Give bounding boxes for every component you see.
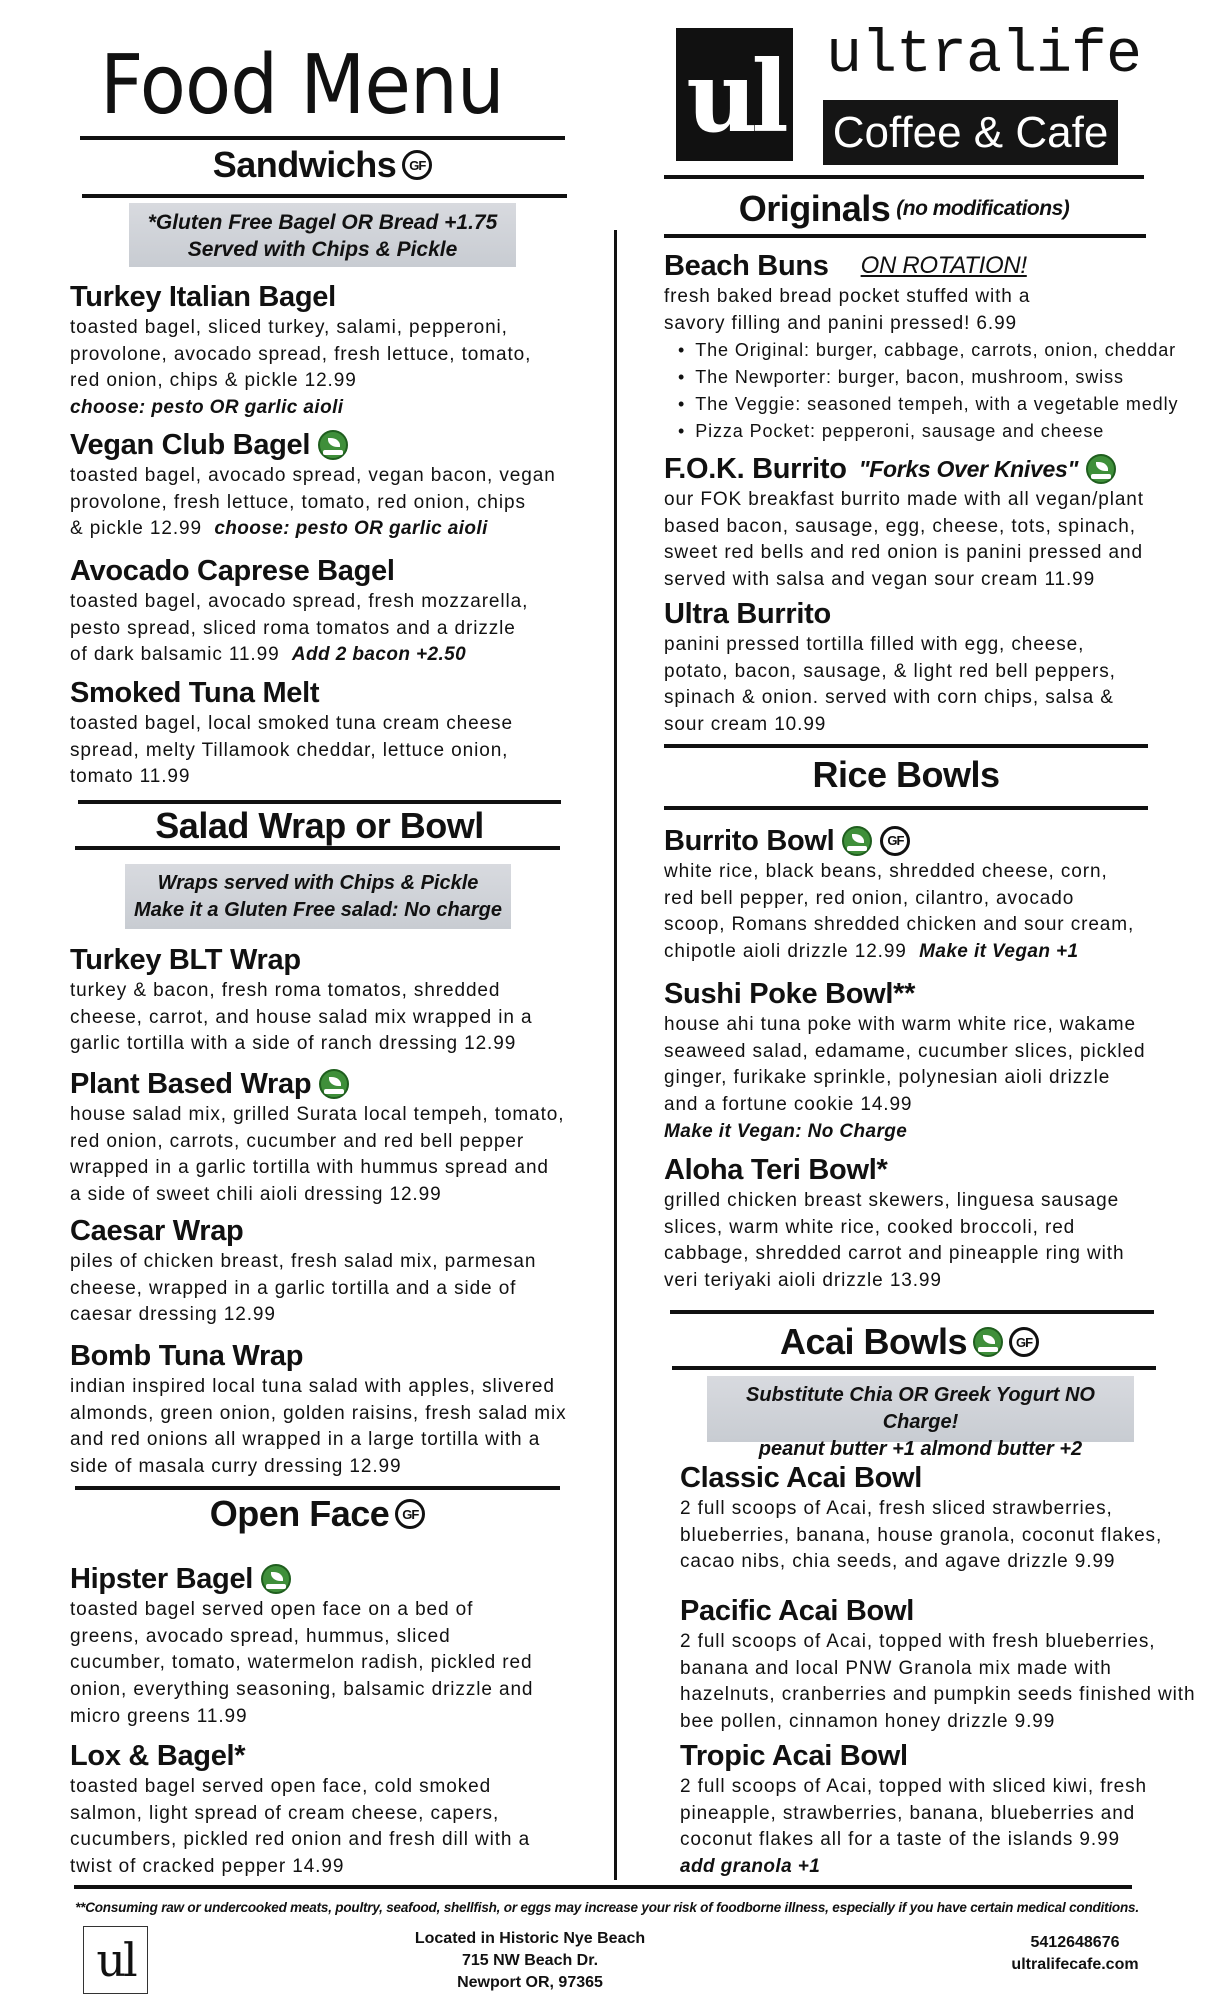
note-line: Make it a Gluten Free salad: No charge [134,899,502,921]
item-title-row [664,1152,1124,1188]
description-line [664,514,1144,541]
description-text: served with salsa and vegan sour cream 11.99 [664,569,1096,591]
description-text: toasted bagel served open face on a bed of [70,1599,474,1620]
item-title: Caesar Wrap [70,1215,244,1247]
description-text: cacao nibs, chia seeds, and agave drizzle 9.99 [680,1551,1116,1573]
description-text: & pickle 12.99 [70,518,202,540]
menu-item [680,1460,1162,1576]
logo-name: ultralife [826,22,1142,90]
vegan-icon [318,430,348,460]
item-title: Burrito Bowl [664,825,835,857]
item-description [664,1012,1145,1146]
description-line [664,685,1116,712]
description-line [70,1401,567,1428]
menu-item [70,1338,567,1481]
item-description [70,1774,530,1881]
description-line [664,912,1134,939]
description-line [664,487,1144,514]
description-line [70,1031,533,1058]
divider [664,234,1146,238]
item-option-note: Make it Vegan: No Charge [664,1120,908,1142]
item-description [70,315,531,422]
divider [670,1310,1154,1314]
gluten-free-icon: GF [395,1499,425,1529]
variant-item: • The Newporter: burger, bacon, mushroom, swiss [678,364,1178,391]
item-description [664,487,1144,594]
description-line [664,1241,1124,1268]
description-text: seaweed salad, edamame, cucumber slices, pickled [664,1040,1146,1062]
description-line [664,1215,1124,1242]
description-line [680,1827,1147,1854]
phone-number[interactable]: 5412648676 [1030,1934,1120,1951]
divider [75,846,560,850]
heading-text: Rice Bowls [812,754,1000,795]
description-line [70,1597,533,1624]
item-description [680,1774,1147,1881]
item-title-row [70,1066,564,1102]
column-divider [614,230,617,1880]
description-text: 2 full scoops of Acai, topped with fresh blueberries, [680,1631,1156,1652]
heading-text: Open Face [209,1493,390,1534]
description-line [664,284,1178,311]
contact-info [990,1932,1160,1976]
item-description [664,284,1178,445]
description-line [70,978,533,1005]
description-text: pesto spread, sliced roma tomatos and a drizzle [70,617,516,639]
item-description [70,589,528,669]
description-line [70,1374,567,1401]
item-title-row [664,823,1134,859]
description-line [70,1774,530,1801]
sandwich-note-box [129,203,516,267]
description-text: garlic tortilla with a side of ranch dressing 12.99 [70,1033,517,1055]
description-text: house ahi tuna poke with warm white rice, wakame [664,1014,1136,1035]
item-title: Classic Acai Bowl [680,1462,923,1494]
description-text: caesar dressing 12.99 [70,1304,276,1326]
item-title-row [70,675,513,711]
section-heading-salad [78,804,561,848]
description-text: coconut flakes all for a taste of the islands 9.99 [680,1829,1121,1851]
description-line [664,1012,1145,1039]
menu-item [680,1593,1195,1736]
item-title: Tropic Acai Bowl [680,1740,908,1772]
menu-item [70,942,533,1058]
description-text: pineapple, strawberries, banana, blueberries and [680,1802,1136,1824]
menu-item [70,553,528,669]
item-title-row [664,451,1144,487]
item-title: Lox & Bagel* [70,1740,246,1772]
section-heading-acai-bowls [780,1320,1140,1364]
menu-item [70,1066,564,1209]
item-title-row [70,553,528,589]
section-heading-originals [664,186,1144,232]
description-text: turkey & bacon, fresh roma tomatos, shredded [70,980,501,1001]
item-description [70,1249,536,1329]
description-text: micro greens 11.99 [70,1705,248,1727]
description-text: sour cream 10.99 [664,714,827,736]
description-text: wrapped in a garlic tortilla with hummus spread and [70,1157,549,1179]
description-line [70,1005,533,1032]
item-title: Bomb Tuna Wrap [70,1340,304,1372]
description-line [680,1774,1147,1801]
item-title: Vegan Club Bagel [70,429,311,461]
description-text: onion, everything seasoning, balsamic drizzle and [70,1679,534,1701]
menu-item [664,596,1116,739]
item-title-row [664,248,1178,284]
description-line [664,1039,1145,1066]
description-line [680,1629,1195,1656]
footer-divider [74,1885,1132,1889]
description-text: chipotle aioli drizzle 12.99 [664,941,907,963]
address-line: Newport OR, 97365 [457,1974,603,1991]
description-line [664,567,1144,594]
item-title: Plant Based Wrap [70,1068,312,1100]
item-title-row [70,279,531,315]
description-text: side of masala curry dressing 12.99 [70,1456,402,1478]
menu-item [70,427,556,543]
description-line [70,315,531,342]
item-description [70,1102,564,1209]
item-description [70,711,513,791]
note-line: Substitute Chia OR Greek Yogurt NO Charge! [746,1384,1095,1433]
divider [75,1486,560,1490]
item-description [70,1374,567,1481]
description-text: cabbage, shredded carrot and pineapple ring with [664,1243,1125,1265]
description-line [70,1155,564,1182]
description-line [70,342,531,369]
variant-item: • The Veggie: seasoned tempeh, with a vegetable medly [678,391,1178,418]
description-line [680,1496,1162,1523]
item-description [70,463,556,543]
item-title-row [70,1738,530,1774]
heading-text: Sandwichs [212,144,397,185]
description-text: salmon, light spread of cream cheese, capers, [70,1802,500,1824]
description-line [70,490,556,517]
description-text: of dark balsamic 11.99 [70,644,280,666]
description-text: almonds, green onion, golden raisins, fresh salad mix [70,1402,567,1424]
menu-item [70,279,531,422]
item-description [680,1629,1195,1736]
item-title-row [70,1338,567,1374]
item-title: Beach Buns [664,250,829,282]
description-line [70,738,513,765]
divider [80,136,565,140]
item-option-note: Add 2 bacon +2.50 [291,644,467,666]
heading-text: Originals [738,188,891,229]
description-line [70,616,528,643]
description-text: red onion, chips & pickle 12.99 [70,370,357,392]
item-title-row [680,1460,1162,1496]
description-line [664,939,1134,966]
divider [82,194,567,198]
item-tag: ON ROTATION! [860,252,1027,279]
item-title-row [70,1561,533,1597]
description-text: and red onions all wrapped in a large tortilla with a [70,1429,541,1451]
description-text: house salad mix, grilled Surata local tempeh, tomato, [70,1104,565,1125]
note-line: *Gluten Free Bagel OR Bread +1.75 [147,211,498,234]
description-line [680,1549,1162,1576]
gluten-free-icon: GF [1009,1327,1039,1357]
menu-item [70,1561,533,1731]
gluten-free-icon: GF [402,150,432,180]
description-line [680,1709,1195,1736]
description-line [664,540,1144,567]
description-line [70,1249,536,1276]
item-title-row [664,976,1145,1012]
description-text: toasted bagel, avocado spread, fresh mozzarella, [70,591,529,612]
description-text: provolone, fresh lettuce, tomato, red onion, chips [70,491,526,513]
description-text: fresh baked bread pocket stuffed with a [664,286,1031,307]
description-line [70,1427,567,1454]
description-text: grilled chicken breast skewers, linguesa sausage [664,1190,1120,1211]
description-line [70,1102,564,1129]
variant-item: • Pizza Pocket: pepperoni, sausage and cheese [678,418,1178,445]
vegan-icon [319,1069,349,1099]
description-text: toasted bagel, avocado spread, vegan bacon, vegan [70,465,556,486]
description-line [70,1454,567,1481]
description-text: our FOK breakfast burrito made with all vegan/plant [664,489,1144,510]
divider [664,175,1144,179]
description-text: ginger, furikake sprinkle, polynesian aioli drizzle [664,1067,1111,1089]
address-line: 715 NW Beach Dr. [461,1952,599,1969]
item-title: Smoked Tuna Melt [70,677,320,709]
description-text: 2 full scoops of Acai, fresh sliced strawberries, [680,1498,1113,1519]
heading-text: Salad Wrap or Bowl [155,805,484,846]
heading-text: Acai Bowls [780,1321,968,1362]
description-line [70,1182,564,1209]
description-line [664,1065,1145,1092]
logo-subtitle: Coffee & Cafe [823,100,1118,165]
description-line [680,1801,1147,1828]
address [380,1928,680,1994]
item-title: Aloha Teri Bowl* [664,1154,888,1186]
item-description [680,1496,1162,1576]
description-text: toasted bagel, sliced turkey, salami, pepperoni, [70,317,508,338]
menu-item [664,823,1134,966]
vegan-icon [842,826,872,856]
item-title: Turkey Italian Bagel [70,281,336,313]
description-text: based bacon, sausage, egg, cheese, tots, spinach, [664,515,1136,537]
item-title: Hipster Bagel [70,1563,254,1595]
description-text: cheese, wrapped in a garlic tortilla and a side of [70,1277,517,1299]
description-text: cucumbers, pickled red onion and fresh dill with a [70,1829,531,1851]
item-description [664,632,1116,739]
description-line [680,1523,1162,1550]
item-option-note: choose: pesto OR garlic aioli [70,397,344,419]
description-text: and a fortune cookie 14.99 [664,1094,913,1116]
description-line [70,1302,536,1329]
description-line [70,1704,533,1731]
description-line [70,1276,536,1303]
description-line [70,1129,564,1156]
description-line [664,1092,1145,1119]
description-line [70,463,556,490]
item-option-note: Make it Vegan +1 [919,941,1079,963]
description-text: provolone, avocado spread, fresh lettuce, tomato, [70,343,532,365]
item-option-note: choose: pesto OR garlic aioli [214,518,488,540]
description-line [70,1624,533,1651]
description-line [70,1827,530,1854]
item-option-note: add granola +1 [680,1856,821,1878]
description-line [664,886,1134,913]
description-text: twist of cracked pepper 14.99 [70,1856,345,1878]
description-text: panini pressed tortilla filled with egg, cheese, [664,634,1085,655]
logo-mark: ul [676,28,793,161]
description-line [70,368,531,395]
heading-subtext: (no modifications) [896,197,1070,220]
menu-item [680,1738,1147,1881]
description-text: potato, bacon, sausage, & light red bell peppers, [664,660,1116,682]
address-line: Located in Historic Nye Beach [414,1930,646,1947]
item-title-row [70,427,556,463]
description-line [70,589,528,616]
menu-item [70,1738,530,1881]
description-line [70,1677,533,1704]
item-title-row [664,596,1116,632]
item-title: F.O.K. Burrito [664,453,847,485]
menu-item [664,451,1144,594]
description-text: a side of sweet chili aioli dressing 12.99 [70,1184,442,1206]
food-safety-disclaimer: **Consuming raw or undercooked meats, poultry, seafood, shellfish, or eggs may increase your risk of foodborne illness, especially if you have certain medical conditions. [75,1900,1139,1915]
description-text: cheese, carrot, and house salad mix wrapped in a [70,1006,533,1028]
description-line [664,712,1116,739]
item-variants-list [678,337,1178,445]
description-line [664,311,1178,338]
description-text: bee pollen, cinnamon honey drizzle 9.99 [680,1711,1056,1733]
menu-item [664,976,1145,1146]
item-description [70,1597,533,1731]
item-description [70,978,533,1058]
note-line: peanut butter +1 almond butter +2 [758,1438,1083,1460]
description-line [664,859,1134,886]
description-text: white rice, black beans, shredded cheese, corn, [664,861,1108,882]
menu-item [70,1213,536,1329]
item-title-row [680,1738,1147,1774]
item-description [664,859,1134,966]
item-description [664,1188,1124,1295]
description-line [664,1268,1124,1295]
description-line [70,764,513,791]
description-line [70,642,528,669]
item-title: Pacific Acai Bowl [680,1595,914,1627]
gluten-free-icon: GF [880,826,910,856]
description-text: piles of chicken breast, fresh salad mix, parmesan [70,1251,537,1272]
description-text: red bell pepper, red onion, cilantro, avocado [664,887,1075,909]
description-text: indian inspired local tuna salad with apples, slivered [70,1376,555,1397]
description-line [680,1682,1195,1709]
description-text: scoop, Romans shredded chicken and sour cream, [664,914,1135,936]
description-line [70,1801,530,1828]
description-text: toasted bagel, local smoked tuna cream cheese [70,713,513,734]
description-line [664,1188,1124,1215]
section-heading-rice-bowls [664,752,1148,798]
description-text: savory filling and panini pressed! 6.99 [664,312,1018,334]
description-text: sweet red bells and red onion is panini pressed and [664,542,1143,564]
item-title: Sushi Poke Bowl** [664,978,916,1010]
menu-item [70,675,513,791]
description-line [70,1650,533,1677]
divider [664,806,1148,810]
description-text: blueberries, banana, house granola, coconut flakes, [680,1524,1163,1546]
footer-logo: ul [83,1926,148,1994]
note-line: Wraps served with Chips & Pickle [157,872,479,894]
acai-note-box [707,1376,1134,1460]
menu-item [664,248,1178,445]
salad-note-box [125,864,511,929]
description-text: greens, avocado spread, hummus, sliced [70,1625,451,1647]
vegan-icon [973,1327,1003,1357]
vegan-icon [261,1564,291,1594]
description-text: banana and local PNW Granola mix made with [680,1657,1112,1679]
section-heading-sandwiches [80,142,565,188]
description-text: hazelnuts, cranberries and pumpkin seeds finished with [680,1684,1196,1706]
item-title-row [70,1213,536,1249]
description-text: slices, warm white rice, cooked broccoli, red [664,1216,1076,1238]
page-title: Food Menu [100,38,504,133]
item-title: Ultra Burrito [664,598,831,630]
item-title-row [680,1593,1195,1629]
description-text: toasted bagel served open face, cold smoked [70,1776,492,1797]
note-line: Served with Chips & Pickle [187,238,458,261]
description-line [664,659,1116,686]
description-text: veri teriyaki aioli drizzle 13.99 [664,1270,942,1292]
divider [672,1366,1156,1370]
description-text: cucumber, tomato, watermelon radish, pickled red [70,1652,533,1674]
description-line [70,516,556,543]
section-heading-open-face [75,1492,560,1536]
description-text: 2 full scoops of Acai, topped with sliced kiwi, fresh [680,1776,1147,1797]
item-title: Avocado Caprese Bagel [70,555,395,587]
menu-item [664,1152,1124,1295]
item-title: Turkey BLT Wrap [70,944,301,976]
divider [664,744,1148,748]
description-line [70,711,513,738]
variant-item: • The Original: burger, cabbage, carrots, onion, cheddar [678,337,1178,364]
item-title-row [70,942,533,978]
description-text: red onion, carrots, cucumber and red bell pepper [70,1130,525,1152]
description-text: spread, melty Tillamook cheddar, lettuce onion, [70,739,509,761]
vegan-icon [1086,454,1116,484]
item-tagline: "Forks Over Knives" [858,456,1079,482]
website-link[interactable]: ultralifecafe.com [1011,1956,1139,1973]
description-line [680,1656,1195,1683]
description-line [664,632,1116,659]
description-line [70,1854,530,1881]
description-text: spinach & onion. served with corn chips, salsa & [664,687,1114,709]
description-text: tomato 11.99 [70,766,191,788]
